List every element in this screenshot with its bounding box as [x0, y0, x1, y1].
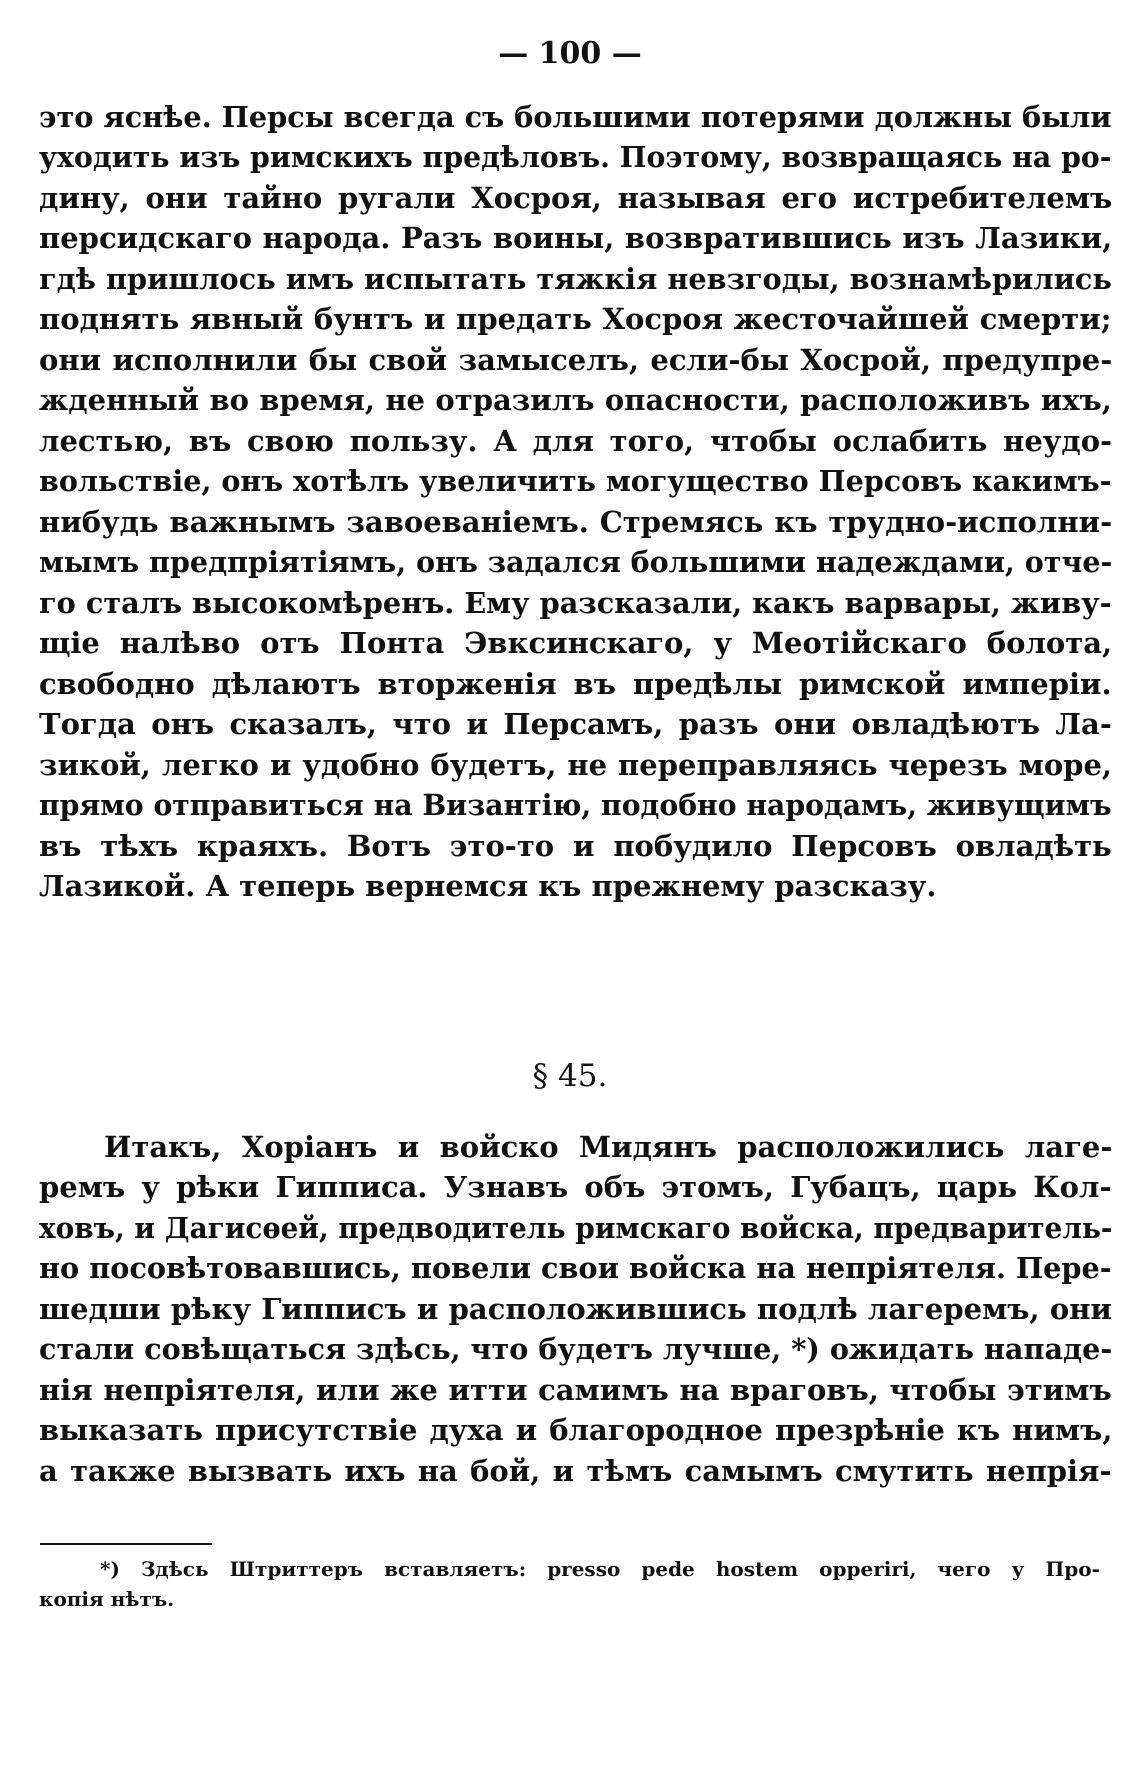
text-line: они исполнили бы свой замыселъ, если-бы Хосрой, предупре- — [39, 343, 1113, 377]
text-line: зикой, легко и удобно будетъ, не переправляясь черезъ море, — [39, 748, 1113, 782]
section-heading: § 45. — [532, 1058, 608, 1094]
text-line: Тогда онъ сказалъ, что и Персамъ, разъ они овладѣютъ Ла- — [39, 707, 1112, 741]
text-line: дину, они тайно ругали Хосроя, называя его истребителемъ — [39, 181, 1113, 215]
footnote-line: копія нѣтъ. — [39, 1587, 175, 1611]
text-line: лестью, въ свою пользу. А для того, чтобы ослабить неудо- — [39, 424, 1113, 458]
text-line: стали совѣщаться здѣсь, что будетъ лучше, *) ожидать нападе- — [39, 1332, 1113, 1366]
page-number: — 100 — — [498, 36, 642, 71]
text-line: ремъ у рѣки Гипписа. Узнавъ объ этомъ, Губацъ, царь Кол- — [39, 1170, 1112, 1204]
text-line: шедши рѣку Гипписъ и расположившись подлѣ лагеремъ, они — [39, 1292, 1112, 1326]
text-line: вольствіе, онъ хотѣлъ увеличить могущество Персовъ какимъ- — [39, 464, 1112, 498]
text-line: нія непріятеля, или же итти самимъ на враговъ, чтобы этимъ — [39, 1373, 1112, 1407]
text-line: выказать присутствіе духа и благородное презрѣніе къ нимъ, — [39, 1413, 1113, 1447]
text-line: въ тѣхъ краяхъ. Вотъ это-то и побудило Персовъ овладѣть — [39, 829, 1112, 863]
text-line: но посовѣтовавшись, повели свои войска на непріятеля. Пере- — [39, 1251, 1112, 1285]
text-line: го сталъ высокомѣренъ. Ему разсказали, какъ варвары, живу- — [39, 586, 1112, 620]
text-line: уходить изъ римскихъ предѣловъ. Поэтому, возвращаясь на ро- — [39, 140, 1112, 174]
text-line: нибудь важнымъ завоеваніемъ. Стремясь къ трудно-исполни- — [39, 505, 1113, 539]
text-line: Итакъ, Хоріанъ и войско Мидянъ расположились лаге- — [104, 1130, 1113, 1164]
footnote-line: *) Здѣсь Штриттеръ вставляетъ: presso pede hostem opperiri, чего у Про- — [100, 1557, 1100, 1581]
text-line: поднять явный бунтъ и предать Хосроя жесточайшей смерти; — [39, 302, 1112, 336]
text-line: гдѣ пришлось имъ испытать тяжкія невзгоды, вознамѣрились — [39, 262, 1112, 296]
text-line: мымъ предпріятіямъ, онъ задался большими надеждами, отче- — [39, 545, 1113, 579]
text-line: ховъ, и Дагисѳей, предводитель римскаго войска, предваритель- — [39, 1211, 1113, 1245]
text-line: свободно дѣлаютъ вторженія въ предѣлы римской имперіи. — [39, 667, 1112, 701]
text-line: а также вызвать ихъ на бой, и тѣмъ самымъ смутить непрія- — [39, 1454, 1112, 1488]
footnote-rule — [40, 1543, 212, 1545]
text-line: жденный во время, не отразилъ опасности, расположивъ ихъ, — [39, 383, 1112, 417]
text-line: прямо отправиться на Византію, подобно народамъ, живущимъ — [39, 788, 1112, 822]
text-line: персидскаго народа. Разъ воины, возвратившись изъ Лазики, — [39, 221, 1113, 255]
text-line: Лазикой. А теперь вернемся къ прежнему разсказу. — [39, 869, 937, 903]
text-line: щіе налѣво отъ Понта Эвксинскаго, у Меотійскаго болота, — [39, 626, 1113, 660]
text-line: это яснѣе. Персы всегда съ большими потерями должны были — [39, 100, 1112, 134]
